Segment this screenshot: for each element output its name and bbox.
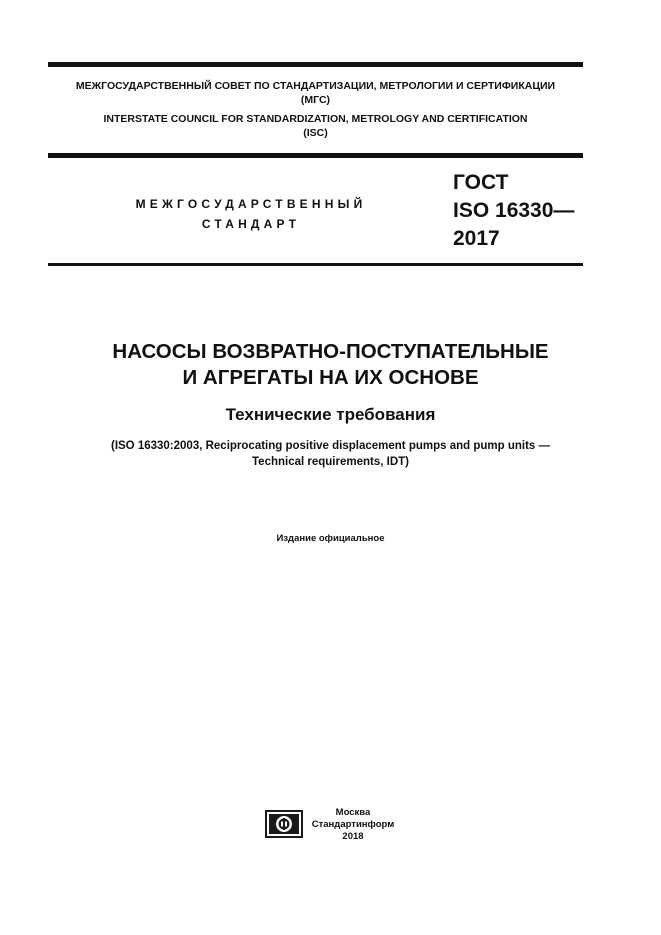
middle-rule: [48, 153, 583, 158]
document-title-line1: НАСОСЫ ВОЗВРАТНО-ПОСТУПАТЕЛЬНЫЕ: [112, 340, 549, 363]
council-en-abbr: (ISC): [303, 126, 328, 139]
source-reference: [20, 439, 641, 470]
council-en-name: INTERSTATE COUNCIL FOR STANDARDIZATION, METROLOGY AND CERTIFICATION: [103, 113, 528, 125]
imprint-year: 2018: [342, 831, 364, 842]
council-ru-name: МЕЖГОСУДАРСТВЕННЫЙ СОВЕТ ПО СТАНДАРТИЗАЦИИ, МЕТРОЛОГИИ И СЕРТИФИКАЦИИ: [75, 80, 556, 92]
standard-kind-line2: СТАНДАРТ: [201, 217, 301, 231]
edition-note: Издание официальное: [276, 533, 385, 544]
standard-designation: [453, 169, 574, 253]
standard-kind: [120, 194, 382, 234]
council-ru-block: [48, 80, 583, 107]
standard-kind-line1: МЕЖГОСУДАРСТВЕННЫЙ: [135, 197, 367, 211]
imprint-city: Москва: [335, 807, 371, 818]
top-rule: [48, 62, 583, 67]
standartinform-logo-icon: [264, 809, 304, 839]
council-en-block: [48, 113, 583, 140]
designation-number: ISO 16330—: [453, 199, 575, 222]
designation-year: 2017: [453, 227, 500, 250]
document-title: [20, 339, 641, 391]
imprint: [305, 807, 401, 843]
bottom-rule: [48, 263, 583, 266]
designation-gost: ГОСТ: [453, 171, 509, 194]
imprint-publisher: Стандартинформ: [311, 819, 395, 830]
document-subtitle: Технические требования: [225, 405, 436, 424]
source-reference-line2: Technical requirements, IDT): [252, 455, 409, 468]
source-reference-line1: (ISO 16330:2003, Reciprocating positive displacement pumps and pump units —: [110, 440, 551, 452]
council-ru-abbr: (МГС): [300, 93, 331, 106]
document-title-line2: И АГРЕГАТЫ НА ИХ ОСНОВЕ: [182, 366, 479, 389]
